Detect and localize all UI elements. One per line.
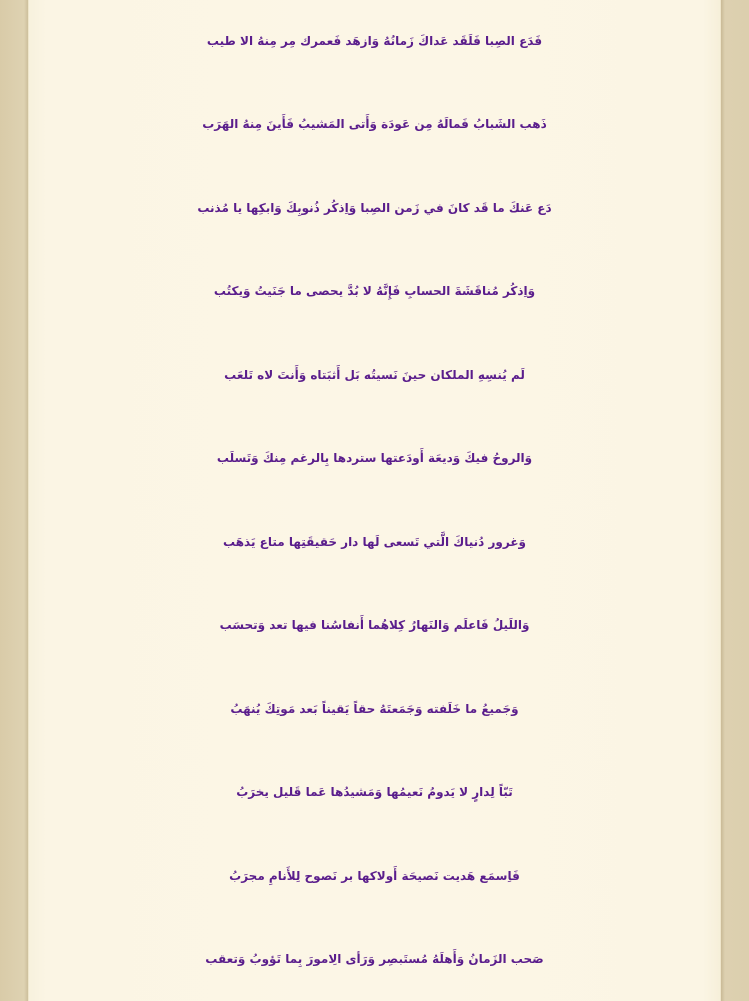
verse-5: لَم يُنسِهِ الملكان حينَ نَسيتُه بَل أَثبَتاه وَأَنتَ لاه تَلعَب xyxy=(224,368,525,382)
verse-8: وَاللَيلُ فَاعلَم وَالنَهارُ كِلاهُما أَنفاسُنا فيها تعد وَتحسَب xyxy=(219,618,530,632)
verse-10: تَبّاً لِدارٍ لا يَدومُ نَعيمُها وَمَشيدُها عَما قَليل يخرَبُ xyxy=(236,785,513,799)
verse-12: صَحب الزَمانُ وَأَهلَهُ مُستَبصِر وَرَأى الِامورَ بِما تَؤوبُ وَتعقب xyxy=(205,952,544,966)
verse-6: وَالروحُ فيكَ وَديعَة أَودَعتها ستردها بِالرغم مِنكَ وَتَسلَب xyxy=(216,451,533,465)
page-edge xyxy=(721,0,749,1001)
verse-11: فَاِسمَع هَديت نَصيحَة أَولاكها بر نَصوح لِلأَنامِ مجرَبُ xyxy=(229,869,520,883)
verse-7: وَغرور دُنياكَ الَّتي تَسعى لَها دار حَقيقَتِها متاع يَذهَب xyxy=(222,535,527,549)
verse-3: دَع عَنكَ ما قَد كانَ في زَمن الصِبا وَاِذكُر ذُنوبِكَ وَابكِها يا مُذنب xyxy=(197,201,552,215)
verse-9: وَجَميعُ ما خَلَفته وَجَمَعتَهُ حقاً يَقيناً بَعد مَوتِكَ يُنهَبُ xyxy=(230,702,519,716)
verse-2: ذَهب الشَبابُ فَمالَهُ مِن عَودَة وَأَتى المَشيبُ فَأَينَ مِنهُ الهَرَب xyxy=(202,117,547,131)
verse-4: وَاِذكُر مُناقَشَةَ الحسابِ فَإِنَّهُ لا بُدَّ يحصى ما جَنَيتُ وَيكتُب xyxy=(213,284,536,298)
verse-1: فَدَع الصِبا فَلَقَد عَداكَ زَمانُهُ وَازهَد فَعمرك مِر مِنهُ الا طيب xyxy=(206,34,543,48)
verse-list xyxy=(28,0,721,1001)
poem-page[interactable] xyxy=(28,0,721,1001)
